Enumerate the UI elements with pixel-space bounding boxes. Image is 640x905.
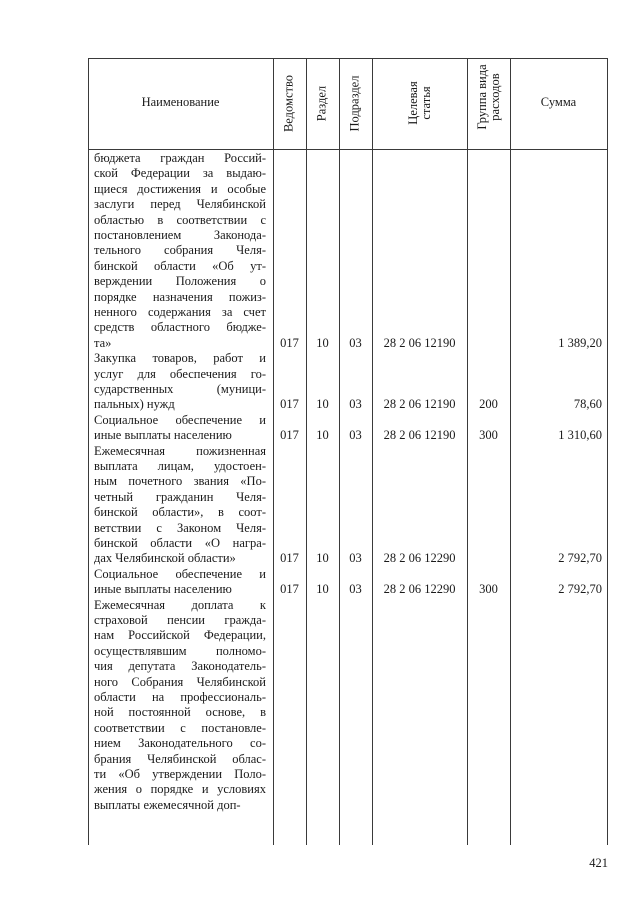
row-subsection: 03 [349, 551, 362, 566]
header-section: Раздел [314, 85, 329, 122]
row-name-line: та» [94, 335, 112, 350]
page-number: 421 [589, 856, 608, 870]
table-border-col-section [339, 58, 340, 845]
row-name-line: верждении Положения о [94, 274, 266, 289]
table-header-separator [88, 149, 608, 150]
header-subsection: Подраздел [347, 75, 362, 132]
row-name-line: средств областного бюдже- [94, 320, 266, 335]
row-amount: 2 792,70 [558, 551, 602, 566]
row-subsection: 03 [349, 397, 362, 412]
row-section: 10 [316, 582, 329, 597]
row-name-line: ской Федерации за выдаю- [94, 166, 266, 181]
row-name-line: выплаты ежемесячной доп- [94, 797, 241, 812]
row-department: 017 [280, 582, 299, 597]
row-name-line: тельного собрания Челя- [94, 243, 266, 258]
row-name-line: Социальное обеспечение и [94, 412, 266, 427]
row-name-line: брания Челябинской облас- [94, 751, 266, 766]
row-subsection: 03 [349, 582, 362, 597]
header-target-article: Целевая статья [406, 81, 433, 125]
table-border-col-article [467, 58, 468, 845]
row-name-line: дах Челябинской области» [94, 551, 236, 566]
row-name-line: ненного содержания за счет [94, 305, 266, 319]
table-border-col-vr [510, 58, 511, 845]
row-name-line: порядке назначения пожиз- [94, 289, 266, 304]
row-department: 017 [280, 551, 299, 566]
row-name-line: осуществлявшим полномо- [94, 643, 266, 658]
row-name-line: иные выплаты населению [94, 582, 232, 597]
row-name-line: бюджета граждан Россий- [94, 151, 266, 165]
row-name-line: Закупка товаров, работ и [94, 351, 266, 366]
row-name-line: ветствии с Законом Челя- [94, 520, 266, 535]
row-name-line: бинской области «Об ут- [94, 258, 266, 273]
row-target-article: 28 2 06 12190 [383, 335, 456, 350]
row-expense-type: 200 [479, 397, 498, 412]
row-name-line: чия депутата Законодатель- [94, 659, 266, 674]
header-amount: Сумма [540, 95, 577, 109]
row-name-line: соответствии с постановле- [94, 720, 266, 735]
row-target-article: 28 2 06 12190 [383, 397, 456, 412]
row-department: 017 [280, 335, 299, 350]
row-name-line: пальных) нужд [94, 397, 175, 412]
row-subsection: 03 [349, 428, 362, 443]
row-expense-type: 300 [479, 582, 498, 597]
row-name-line: выплата лицам, удостоен- [94, 459, 266, 473]
row-target-article: 28 2 06 12290 [383, 582, 456, 597]
row-name-line: заслуги перед Челябинской [94, 197, 266, 212]
row-name-line: бинской области», в соот- [94, 505, 266, 520]
row-name-line: иные выплаты населению [94, 428, 232, 443]
row-section: 10 [316, 551, 329, 566]
row-target-article: 28 2 06 12290 [383, 551, 456, 566]
row-target-article: 28 2 06 12190 [383, 428, 456, 443]
row-name-line: Социальное обеспечение и [94, 566, 266, 581]
row-name-line: жения о порядке и условиях [94, 782, 266, 797]
row-name-line: нам Российской Федерации, [94, 628, 266, 643]
table-border-right [607, 58, 608, 845]
row-name-line: ной постоянной основе, в [94, 705, 266, 720]
row-subsection: 03 [349, 335, 362, 350]
row-department: 017 [280, 397, 299, 412]
row-amount: 1 389,20 [558, 335, 602, 350]
row-section: 10 [316, 428, 329, 443]
row-amount: 78,60 [573, 397, 602, 412]
header-expense-type-group: Группа вида расходов [475, 64, 502, 130]
row-amount: 2 792,70 [558, 582, 602, 597]
row-name-line: страховой пенсии гражда- [94, 613, 266, 627]
row-name-line: ти «Об утверждении Поло- [94, 767, 266, 781]
row-name-line: области на профессиональ- [94, 690, 266, 704]
row-name-line: ным почетного звания «По- [94, 474, 266, 489]
table-border-left [88, 58, 89, 845]
row-name-line: областью в соответствии с [94, 212, 266, 227]
header-name: Наименование [141, 95, 220, 109]
row-name-line: четный гражданин Челя- [94, 489, 266, 504]
row-department: 017 [280, 428, 299, 443]
row-name-line: Ежемесячная доплата к [94, 597, 266, 612]
row-name-line: сударственных (муници- [94, 382, 266, 396]
header-department: Ведомство [281, 74, 296, 133]
row-expense-type: 300 [479, 428, 498, 443]
row-section: 10 [316, 397, 329, 412]
row-name-line: щиеся достижения и особые [94, 181, 266, 196]
row-name-line: нием Законодательного со- [94, 736, 266, 751]
row-name-line: Ежемесячная пожизненная [94, 443, 266, 458]
row-amount: 1 310,60 [558, 428, 602, 443]
table-border-col-dept [306, 58, 307, 845]
row-name-line: постановлением Законода- [94, 228, 266, 242]
table-border-col-subsection [372, 58, 373, 845]
row-section: 10 [316, 335, 329, 350]
row-name-line: бинской области «О награ- [94, 536, 266, 550]
row-name-line: услуг для обеспечения го- [94, 366, 266, 381]
table-border-col-name [273, 58, 274, 845]
row-name-line: ного Собрания Челябинской [94, 674, 266, 689]
